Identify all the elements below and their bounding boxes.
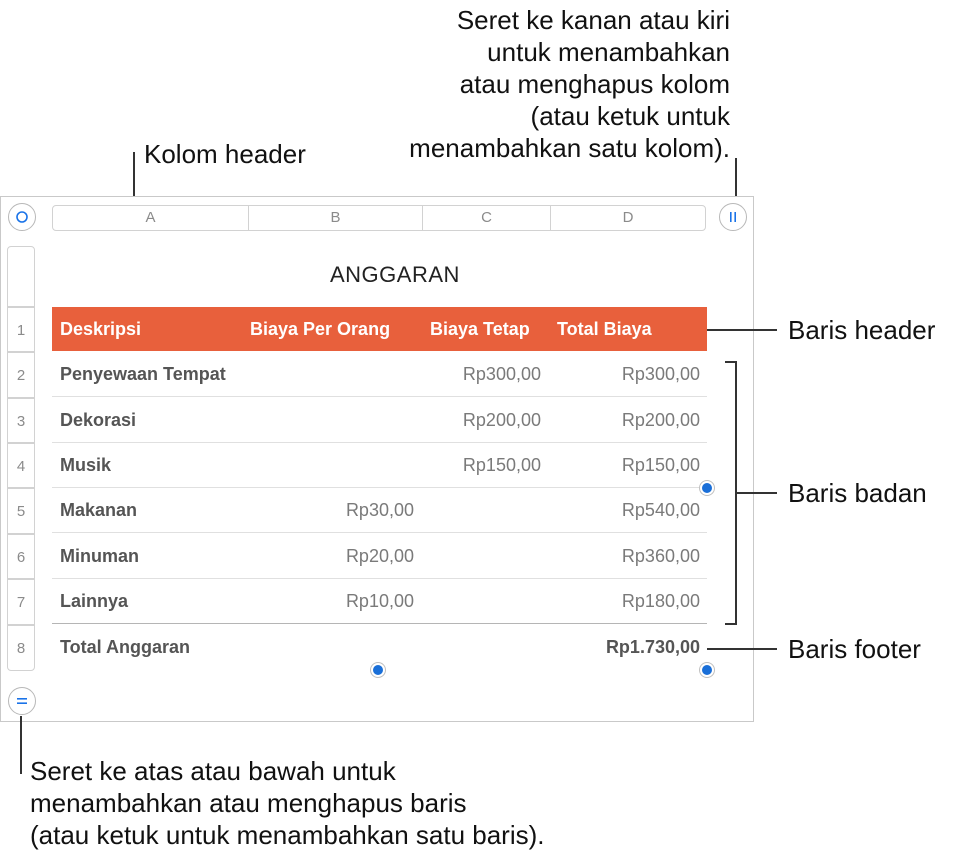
row-number[interactable]: 7 xyxy=(7,579,35,625)
resize-handle[interactable] xyxy=(700,481,714,495)
fixed-cost-cell[interactable]: Rp200,00 xyxy=(462,410,541,430)
column-header-callout: Kolom header xyxy=(144,139,306,169)
footer-total-cell[interactable]: Rp1.730,00 xyxy=(605,637,700,657)
resize-handle[interactable] xyxy=(700,663,714,677)
header-row-callout: Baris header xyxy=(788,315,936,345)
header-cell[interactable]: Deskripsi xyxy=(60,319,142,339)
callout-leader xyxy=(737,492,777,494)
description-cell[interactable]: Dekorasi xyxy=(60,410,137,430)
column-letter[interactable]: D xyxy=(622,209,634,226)
total-cell[interactable]: Rp180,00 xyxy=(621,591,700,611)
table-row[interactable] xyxy=(52,443,707,488)
table-row[interactable] xyxy=(52,488,707,533)
callout-line: (atau ketuk untuk menambahkan satu baris). xyxy=(30,820,545,850)
row-number[interactable]: 8 xyxy=(7,625,35,671)
footer-row-callout: Baris footer xyxy=(788,634,921,664)
description-cell[interactable]: Makanan xyxy=(60,500,138,520)
add-column-callout xyxy=(409,4,730,164)
total-cell[interactable]: Rp200,00 xyxy=(621,410,700,430)
resize-handle[interactable] xyxy=(371,663,385,677)
row-number[interactable]: 5 xyxy=(7,488,35,534)
row-number[interactable]: 6 xyxy=(7,534,35,579)
table-row[interactable] xyxy=(52,398,707,443)
callout-line: menambahkan satu kolom). xyxy=(409,133,730,163)
callout-line: untuk menambahkan xyxy=(487,37,730,67)
callout-leader xyxy=(707,648,777,650)
callout-line: (atau ketuk untuk xyxy=(530,101,730,131)
callout-line: atau menghapus kolom xyxy=(459,69,730,99)
total-cell[interactable]: Rp150,00 xyxy=(621,455,700,475)
callout-leader xyxy=(20,716,22,774)
header-cell[interactable]: Total Biaya xyxy=(557,319,652,339)
row-number[interactable]: 2 xyxy=(7,352,35,398)
bracket xyxy=(725,361,737,363)
table-row[interactable] xyxy=(52,534,707,579)
footer-description-cell[interactable]: Total Anggaran xyxy=(60,637,190,657)
circle-icon[interactable] xyxy=(8,203,36,231)
header-cell[interactable]: Biaya Tetap xyxy=(430,319,530,339)
total-cell[interactable]: Rp540,00 xyxy=(621,500,700,520)
total-cell[interactable]: Rp300,00 xyxy=(621,364,700,384)
per-person-cell[interactable]: Rp30,00 xyxy=(345,500,414,520)
description-cell[interactable]: Musik xyxy=(60,455,112,475)
callout-line: menambahkan atau menghapus baris xyxy=(30,788,467,818)
callout-leader xyxy=(707,329,777,331)
add-row-callout xyxy=(30,755,545,851)
row-number[interactable]: 3 xyxy=(7,398,35,443)
column-letter[interactable]: B xyxy=(249,206,423,230)
header-row[interactable] xyxy=(52,307,707,351)
total-cell[interactable]: Rp360,00 xyxy=(621,546,700,566)
callout-line: Seret ke atas atau bawah untuk xyxy=(30,756,396,786)
column-letter-bar[interactable] xyxy=(52,205,706,231)
table-row[interactable] xyxy=(52,579,707,624)
table-title: ANGGARAN xyxy=(330,262,460,287)
bracket xyxy=(725,623,737,625)
row-number[interactable]: 4 xyxy=(7,443,35,488)
row-number-spacer xyxy=(7,246,35,307)
double-bar-icon[interactable] xyxy=(719,203,747,231)
fixed-cost-cell[interactable]: Rp300,00 xyxy=(462,364,541,384)
per-person-cell[interactable]: Rp20,00 xyxy=(345,546,414,566)
equals-icon[interactable] xyxy=(8,687,36,715)
per-person-cell[interactable]: Rp10,00 xyxy=(345,591,414,611)
description-cell[interactable]: Penyewaan Tempat xyxy=(60,364,226,384)
callout-line: Seret ke kanan atau kiri xyxy=(456,5,730,35)
column-letter[interactable]: A xyxy=(53,206,249,230)
header-cell[interactable]: Biaya Per Orang xyxy=(250,319,391,339)
description-cell[interactable]: Minuman xyxy=(60,546,139,566)
column-letter[interactable]: C xyxy=(423,206,551,230)
fixed-cost-cell[interactable]: Rp150,00 xyxy=(462,455,541,475)
row-number[interactable]: 1 xyxy=(7,307,35,352)
table-row[interactable] xyxy=(52,352,707,397)
body-rows-callout: Baris badan xyxy=(788,478,927,508)
description-cell[interactable]: Lainnya xyxy=(60,591,129,611)
